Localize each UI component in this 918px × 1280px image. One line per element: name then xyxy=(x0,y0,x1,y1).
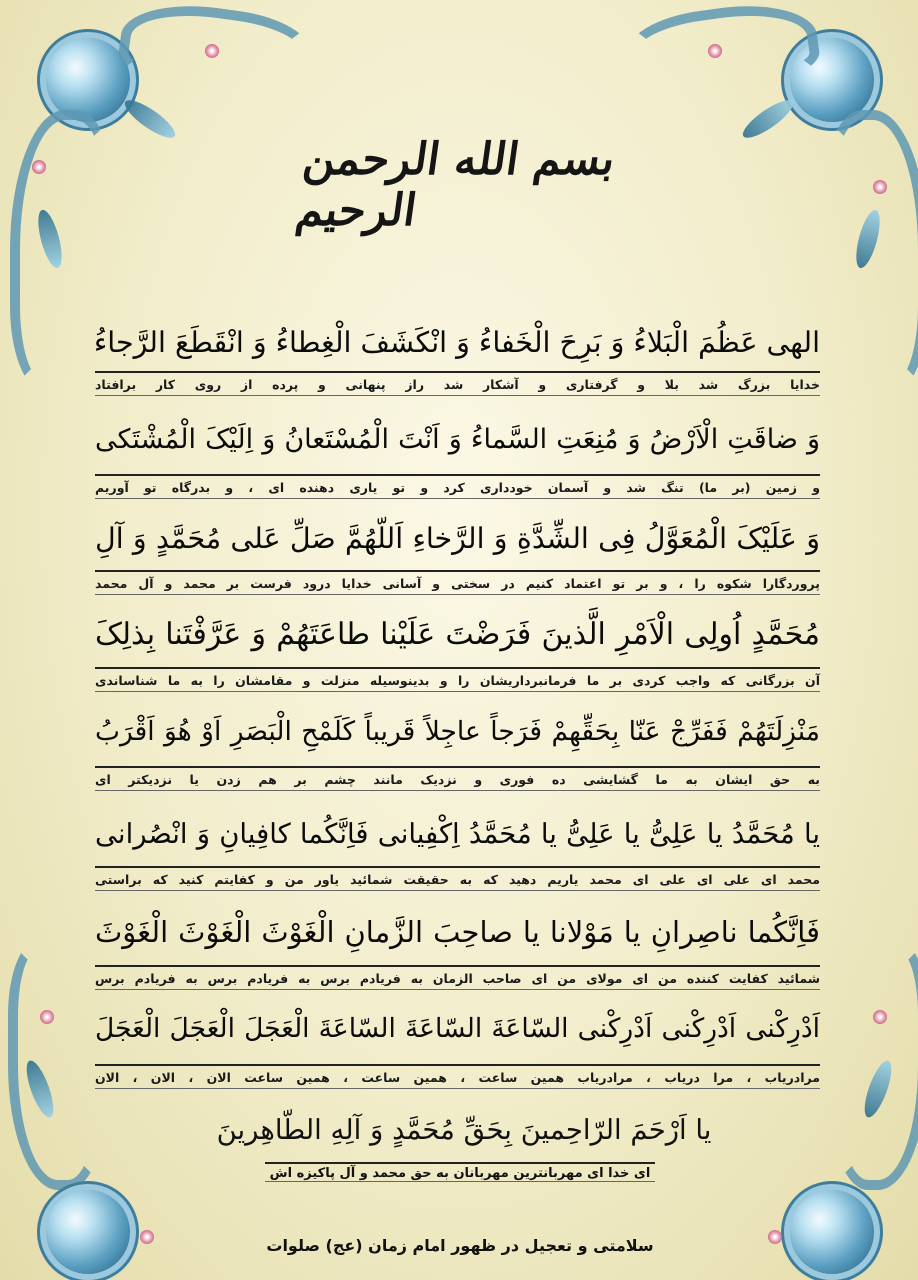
top-left-orb xyxy=(46,38,130,122)
top-right-flower-2 xyxy=(708,44,722,58)
verse-8-arabic: اَدْرِکْنی اَدْرِکْنی اَدْرِکْنی السّاعَةَ السّاعَةَ السّاعَةَ الْعَجَلَ الْعَجَلَ الْعَجَلَ xyxy=(95,1013,820,1044)
verse-3-persian: پروردگارا شکوه را ، و بر تو اعتماد کنیم در سختی و آسانی خدایا درود فرست بر محمد و آل محمد xyxy=(95,570,820,595)
verse-4-arabic: مُحَمَّدٍ اُولِی الْاَمْرِ الَّذینَ فَرَضْتَ عَلَیْنا طاعَتَهُمْ وَ عَرَّفْتَنا بِذلِکَ xyxy=(95,617,820,652)
bottom-left-orb xyxy=(46,1190,130,1274)
verse-2-arabic: وَ ضاقَتِ الْاَرْضُ وَ مُنِعَتِ السَّماءُ وَ اَنْتَ الْمُسْتَعانُ وَ اِلَیْکَ الْمُشْتَکی xyxy=(95,424,820,455)
bottom-right-flower xyxy=(873,1010,887,1024)
verse-1-arabic: الهی عَظُمَ الْبَلاءُ وَ بَرِحَ الْخَفاءُ وَ انْکَشَفَ الْغِطاءُ وَ انْقَطَعَ الرَّجاءُ xyxy=(93,326,820,359)
verse-8-persian: مرادریاب ، مرا دریاب ، مرادریاب همین ساعت ، همین ساعت ، همین ساعت الان ، الان ، الان xyxy=(95,1064,820,1089)
verse-5-arabic: مَنْزِلَتَهُمْ فَفَرِّجْ عَنّا بِحَقِّهِمْ فَرَجاً عاجِلاً قَریباً کَلَمْحِ الْبَصَرِ اَوْ هُوَ اَقْرَبُ xyxy=(95,716,820,747)
bottom-right-orb xyxy=(790,1190,874,1274)
bottom-right-flower-2 xyxy=(768,1230,782,1244)
bottom-right-vine xyxy=(828,940,918,1190)
verse-3-arabic: وَ عَلَیْکَ الْمُعَوَّلُ فِی الشِّدَّةِ وَ الرَّخاءِ اَللّهُمَّ صَلِّ عَلی مُحَمَّدٍ وَ آلِ xyxy=(95,522,820,555)
closing-arabic: یا اَرْحَمَ الرّاحِمینَ بِحَقِّ مُحَمَّدٍ وَ آلِهِ الطّاهِرینَ xyxy=(216,1114,712,1146)
basmala-calligraphy: بسم الله الرحمن الرحیم xyxy=(292,134,619,236)
verse-6-arabic: یا مُحَمَّدُ یا عَلِیُّ یا عَلِیُّ یا مُحَمَّدُ اِکْفِیانی فَاِنَّکُما کافِیانِ وَ انْصُرانی xyxy=(95,818,820,850)
footer-salavat: سلامتی و تعجیل در ظهور امام زمان (عج) صلوات xyxy=(266,1236,654,1255)
top-left-flower xyxy=(32,160,46,174)
verse-1-persian: خدایا بزرگ شد بلا و گرفتاری و آشکار شد راز پنهانی و پرده از روی کار برافتاد xyxy=(95,371,820,396)
bottom-left-vine xyxy=(8,940,108,1190)
bottom-left-flower-2 xyxy=(140,1230,154,1244)
top-left-leaf xyxy=(120,94,179,143)
verse-4-persian: آن بزرگانی که واجب کردی بر ما فرمانبرداریشان را و بدینوسیله منزلت و مقامشان را به ما شناساندی xyxy=(95,667,820,692)
verse-6-persian: محمد ای علی ای علی ای محمد یاریم دهید که به حقیقت شمائید یاور من و کفایتم کنید که براستی xyxy=(95,866,820,891)
top-left-flower-2 xyxy=(205,44,219,58)
verse-5-persian: به حق ایشان به ما گشایشی ده فوری و نزدیک مانند چشم بر هم زدن یا نزدیکتر ای xyxy=(95,766,820,791)
verse-2-persian: و زمین (بر ما) تنگ شد و آسمان خودداری کرد و تو یاری دهنده ای ، و بدرگاه تو آوریم xyxy=(95,474,820,499)
bottom-left-flower xyxy=(40,1010,54,1024)
verse-7-persian: شمائید کفایت کننده من ای مولای من ای صاحب الزمان به فریادم برس به فریادم برس به فریادم برس xyxy=(95,965,820,990)
verse-7-arabic: فَاِنَّکُما ناصِرانِ یا مَوْلانا یا صاحِبَ الزَّمانِ الْغَوْثَ الْغَوْثَ الْغَوْثَ xyxy=(95,915,820,949)
top-right-leaf xyxy=(738,94,797,143)
top-right-flower xyxy=(873,180,887,194)
closing-persian: ای خدا ای مهربانترین مهربانان به حق محمد و آل پاکیزه اش xyxy=(265,1162,655,1182)
